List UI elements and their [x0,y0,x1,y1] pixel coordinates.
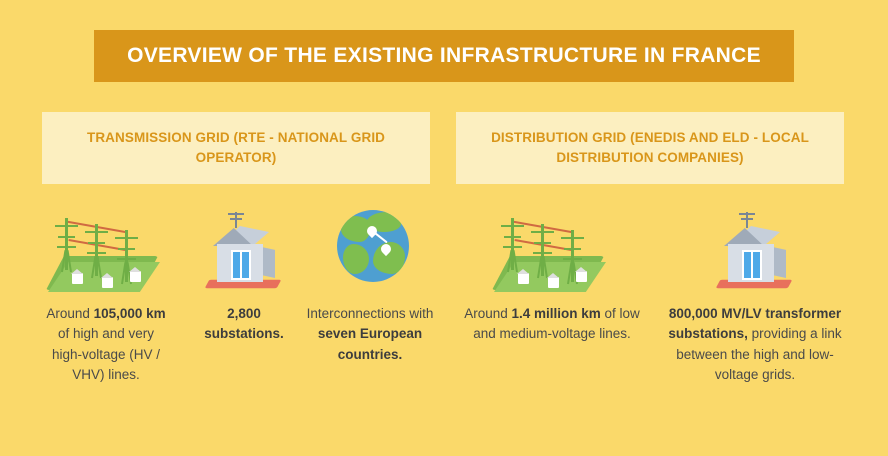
item-transformers [660,206,850,385]
item-lv-lines-caption [452,304,652,345]
page-title [94,30,794,82]
caption-part: Interconnections with [306,306,434,321]
caption-part: providing a link between the high and low-voltage grids. [676,326,842,382]
substation-building-icon [186,206,302,294]
item-hv-lines [42,206,170,385]
section-header-distribution [456,112,844,184]
power-pylons-icon [452,206,652,294]
item-interconnections [306,206,434,365]
section-header-transmission-text: TRANSMISSION GRID (RTE - NATIONAL GRID OPERATOR) [86,130,386,165]
caption-part-bold: 800,000 MV/LV transformer substations, [668,306,842,342]
caption-part-bold: 2,800 substations. [204,306,284,342]
item-hv-lines-caption [42,304,170,385]
item-substations [186,206,302,345]
caption-part: of high and very high-voltage (HV / VHV) lines. [51,326,161,382]
section-header-transmission [42,112,430,184]
item-lv-lines [452,206,652,345]
caption-part: Around [464,306,512,321]
substation-building-icon [660,206,850,294]
power-pylons-icon [42,206,170,294]
globe-icon [306,206,434,294]
caption-part-bold: 105,000 km [93,306,166,321]
page-title-text: OVERVIEW OF THE EXISTING INFRASTRUCTURE IN FRANCE [127,44,761,68]
item-transformers-caption [660,304,850,385]
caption-part-bold: seven European countries. [317,326,423,362]
item-interconnections-caption [306,304,434,365]
item-substations-caption [186,304,302,345]
section-header-distribution-text: DISTRIBUTION GRID (ENEDIS AND ELD - LOCAL DISTRIBUTION COMPANIES) [491,130,809,165]
caption-part: of low and medium-voltage lines. [473,306,640,342]
caption-part: Around [46,306,94,321]
caption-part-bold: 1.4 million km [511,306,601,321]
